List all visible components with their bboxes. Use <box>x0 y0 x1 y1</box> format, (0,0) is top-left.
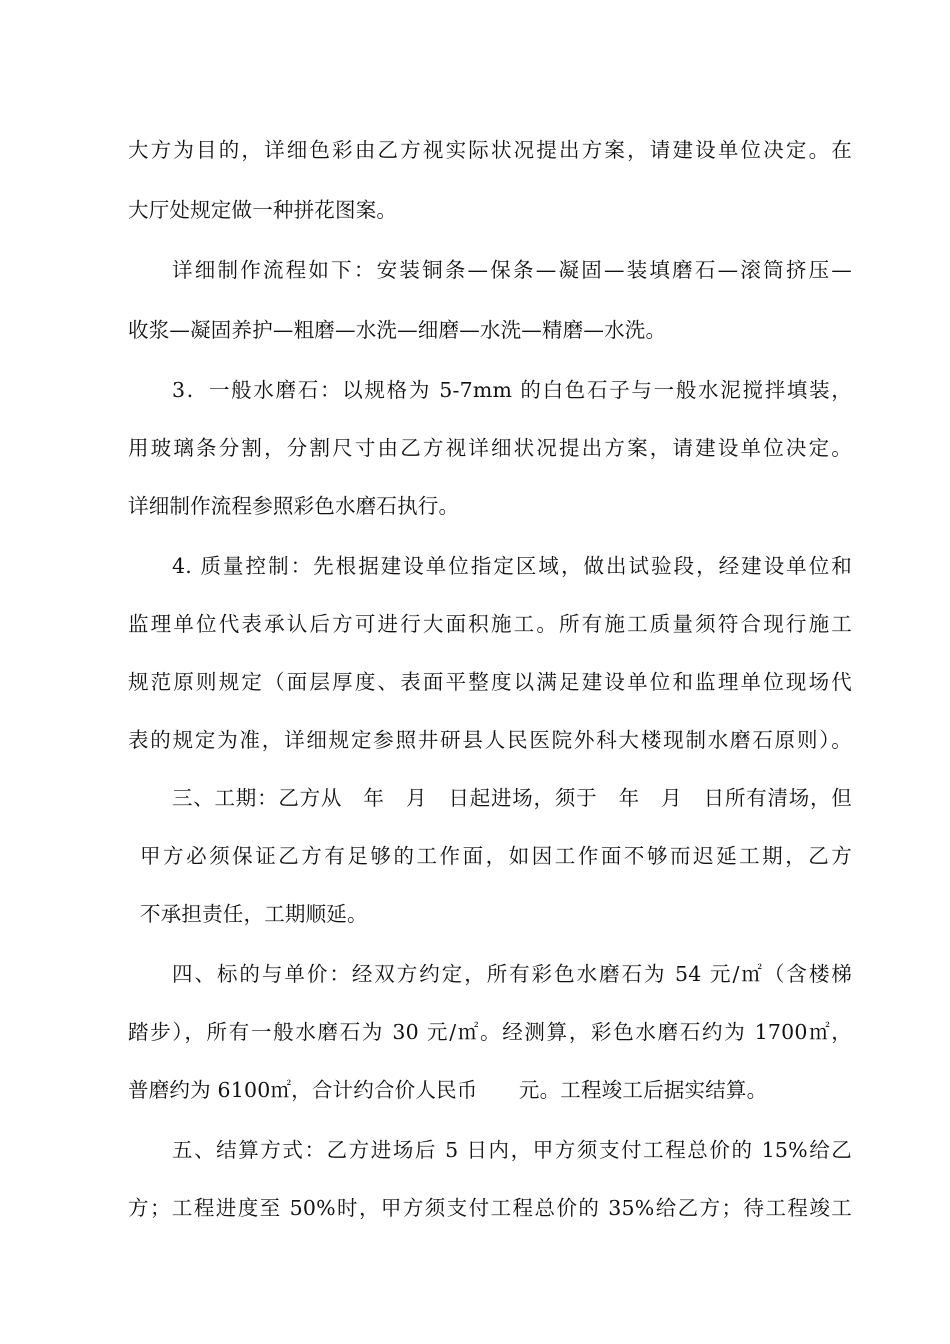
text-line: 详细制作流程参照彩色水磨石执行。 <box>128 494 460 518</box>
text-line: 踏步），所有一般水磨石为 30 元/㎡。经测算，彩色水磨石约为 1700㎡， <box>128 1020 852 1044</box>
text-line: 五、结算方式：乙方进场后 5 日内，甲方须支付工程总价的 15%给乙 <box>172 1138 852 1162</box>
text-line: 甲方必须保证乙方有足够的工作面，如因工作面不够而迟延工期，乙方 <box>140 844 852 868</box>
text-line: 表的规定为准，详细规定参照井研县人民医院外科大楼现制水磨石原则）。 <box>128 728 852 752</box>
text-line: 方；工程进度至 50%时，甲方须支付工程总价的 35%给乙方；待工程竣工 <box>128 1196 852 1220</box>
text-line: 3．一般水磨石：以规格为 5-7mm 的白色石子与一般水泥搅拌填装， <box>172 378 852 402</box>
text-line: 普磨约为 6100㎡，合计约合价人民币 元。工程竣工后据实结算。 <box>128 1078 768 1102</box>
text-line: 大厅处规定做一种拼花图案。 <box>128 198 398 222</box>
text-line: 收浆—凝固养护—粗磨—水洗—细磨—水洗—精磨—水洗。 <box>128 318 667 342</box>
text-line: 三、工期：乙方从 年 月 日起进场，须于 年 月 日所有清场，但 <box>172 786 852 810</box>
text-line: 规范原则规定（面层厚度、表面平整度以满足建设单位和监理单位现场代 <box>128 670 852 694</box>
text-line: 详细制作流程如下：安装铜条—保条—凝固—装填磨石—滚筒挤压— <box>172 258 852 282</box>
text-line: 不承担责任，工期顺延。 <box>140 902 368 926</box>
text-line: 4. 质量控制：先根据建设单位指定区域，做出试验段，经建设单位和 <box>172 554 852 578</box>
text-line: 用玻璃条分割，分割尺寸由乙方视详细状况提出方案，请建设单位决定。 <box>128 436 852 460</box>
text-line: 大方为目的，详细色彩由乙方视实际状况提出方案，请建设单位决定。在 <box>128 138 852 162</box>
text-line: 监理单位代表承认后方可进行大面积施工。所有施工质量须符合现行施工 <box>128 612 852 636</box>
text-line: 四、标的与单价：经双方约定，所有彩色水磨石为 54 元/㎡（含楼梯 <box>172 962 852 986</box>
